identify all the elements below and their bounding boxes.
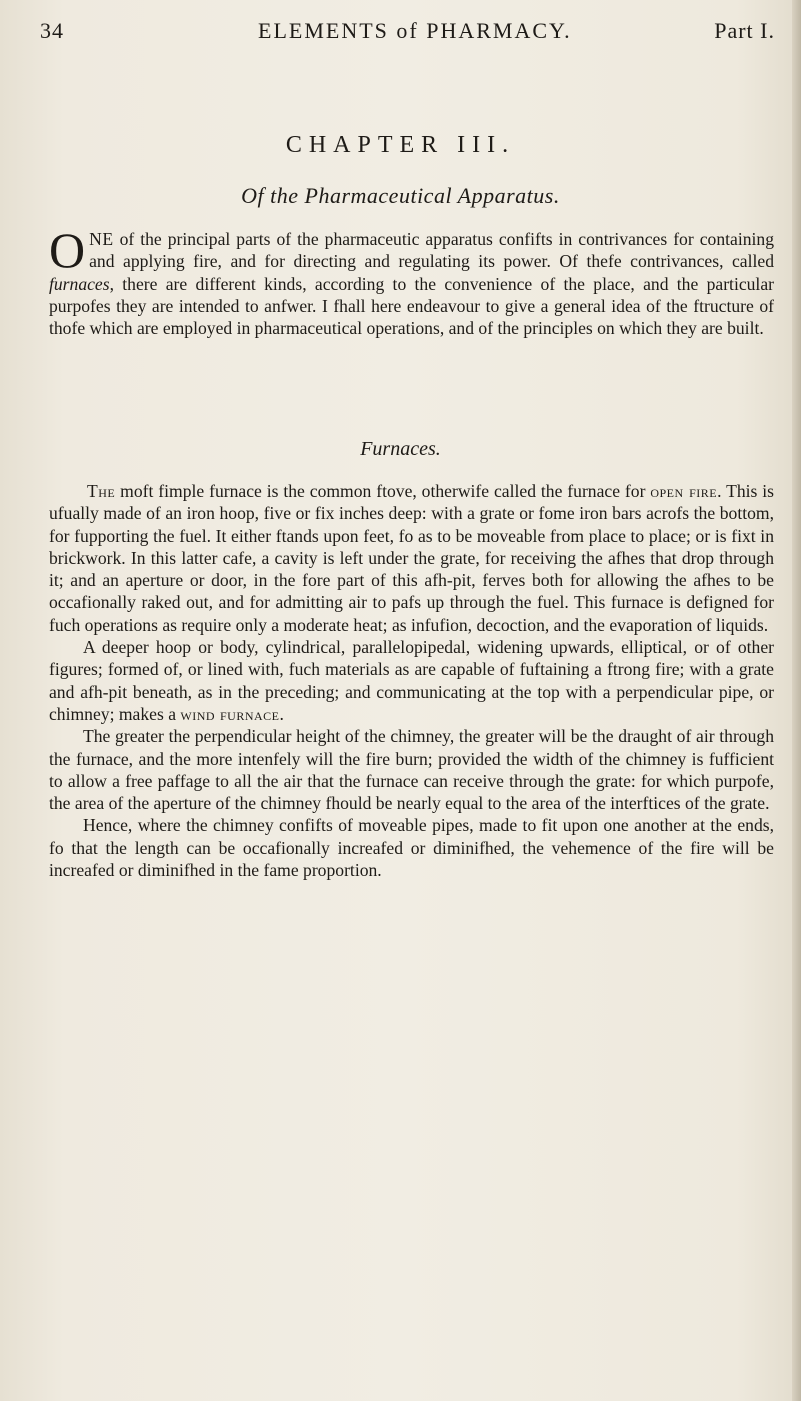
- p1-text-a: moft fimple furnace is the common ftove, otherwife called the furnace for: [115, 481, 651, 501]
- p1-term: open fire: [650, 481, 718, 501]
- section-title: Furnaces.: [360, 438, 441, 460]
- p2-text-a: A deeper hoop or body, cylindrical, parallelopipedal, widening upwards, elliptical, or of other figures; formed of, or lined with, fuch materials as are capable of fuftaining a ftrong fire; with a grate and afh-pit beneath, as in the preceding; and communicating at the top with a perpendicular pipe, or chimney; makes a: [49, 637, 774, 724]
- intro-emphasis: furnaces: [49, 273, 110, 294]
- running-title: ELEMENTS of PHARMACY.: [258, 18, 572, 43]
- page-edge: [792, 0, 801, 1401]
- intro-text-b: , there are different kinds, according to the convenience of the place, and the particular purpofes they are intended to anfwer. I fhall here endeavour to give a general idea of the ftructure of thofe which are employed in pharmaceutical operations, and of the principles on which they are built.: [49, 273, 774, 339]
- chapter-subtitle: Of the Pharmaceutical Apparatus.: [241, 183, 560, 208]
- part-label: Part I.: [714, 18, 775, 43]
- intro-lead: NE: [89, 229, 114, 249]
- chapter-heading: CHAPTER III.: [285, 132, 516, 158]
- intro-paragraph: [49, 222, 774, 339]
- intro-text-a: of the principal parts of the pharmaceutic apparatus confifts in contrivances for containing and applying fire, and for directing and regulating its power. Of thefe contrivances, called: [89, 229, 774, 272]
- paragraph-open-fire: [49, 480, 774, 636]
- furnaces-section: [49, 480, 774, 881]
- p2-text-b: .: [279, 703, 284, 724]
- running-header: [40, 10, 775, 46]
- p1-lead: The: [87, 481, 116, 501]
- paragraph-moveable-pipes: Hence, where the chimney confifts of moveable pipes, made to fit upon one another at the ends, fo that the length can be occafionally increafed or diminifhed, the vehemence of the fire will be increafed or diminifhed in the fame proportion.: [49, 815, 774, 881]
- paragraph-wind-furnace: [49, 636, 774, 725]
- p1-text-b: . This is ufually made of an iron hoop, five or fix inches deep: with a grate or fome iron bars acrofs the bottom, for fupporting the fuel. It either ftands upon feet, fo as to be moveable from place to place; or is fixt in brickwork. In this latter cafe, a cavity is left under the grate, for receiving the afhes that drop through it; and an aperture or door, in the fore part of this afh-pit, ferves both for allowing the afhes to be occafionally raked out, and for admitting air to pafs up through the fuel. This furnace is defigned for fuch operations as require only a moderate heat; as infufion, decoction, and the evaporation of liquids.: [49, 481, 774, 635]
- paragraph-chimney-height: The greater the perpendicular height of the chimney, the greater will be the draught of air through the furnace, and the more intenfely will the fire burn; provided the width of the chimney is fufficient to allow a free paffage to all the air that the furnace can receive through the grate: for which purpofe, the area of the aperture of the chimney fhould be nearly equal to the area of the interftices of the grate.: [49, 726, 774, 814]
- drop-cap: O: [49, 222, 86, 278]
- page-number: 34: [40, 18, 64, 43]
- p2-term: wind furnace: [180, 703, 280, 724]
